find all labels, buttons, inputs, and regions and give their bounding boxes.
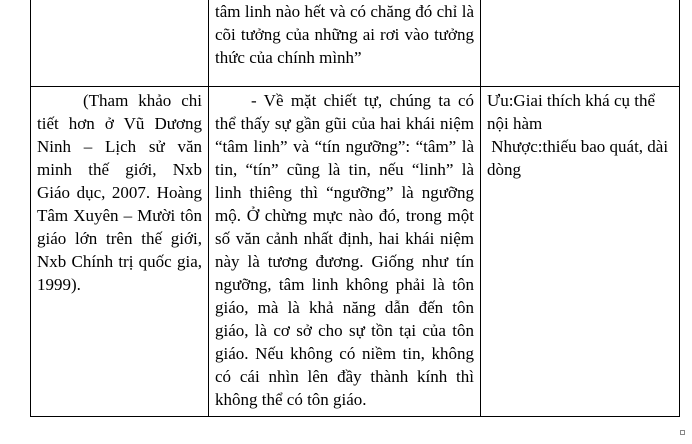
content-table bbox=[30, 0, 680, 417]
table-cell-r1-c3 bbox=[481, 0, 680, 87]
table-row bbox=[31, 87, 680, 417]
etymology-paragraph: - Về mặt chiết tự, chúng ta có thể thấy sự gần gũi của hai khái niệm “tâm linh” và “tín ngưỡng”: “tâm” là tin, “tín” cũng là tin, nếu “linh” là linh thiêng thì “ngưỡng” là ngưỡng mộ. Ở chừng mực nào đó, trong một số văn cảnh nhất định, hai khái niệm này là tương đương. Giống như tín ngưỡng, tâm linh không phải là tôn giáo, mà là khả năng dẫn đến tôn giáo, là cơ sở cho sự tồn tại của tôn giáo. Nếu không có niềm tin, không có cái nhìn lên đầy thành kính thì không thể có tôn giáo. bbox=[215, 91, 474, 409]
table-row bbox=[31, 0, 680, 87]
table-cell-r2-c2 bbox=[209, 87, 481, 417]
table-cell-r2-c3 bbox=[481, 87, 680, 417]
table-cell-r2-c1 bbox=[31, 87, 209, 417]
table-cell-r1-c1 bbox=[31, 0, 209, 87]
table-cell-r1-c2 bbox=[209, 0, 481, 87]
pros-text: Ưu:Giai thích khá cụ thể nội hàm bbox=[487, 91, 656, 133]
quote-continuation: tâm linh nào hết và có chăng đó chỉ là cõi tưởng của những ai rơi vào tưởng thức của chính mình” bbox=[215, 2, 474, 67]
cons-text: Nhược:thiếu bao quát, dài dòng bbox=[487, 137, 673, 179]
table-resize-handle[interactable] bbox=[680, 430, 685, 435]
reference-note: (Tham khảo chi tiết hơn ở Vũ Dương Ninh – Lịch sử văn minh thế giới, Nxb Giáo dục, 2007. Hoàng Tâm Xuyên – Mười tôn giáo lớn trên thế giới, Nxb Chính trị quốc gia, 1999). bbox=[37, 91, 202, 294]
